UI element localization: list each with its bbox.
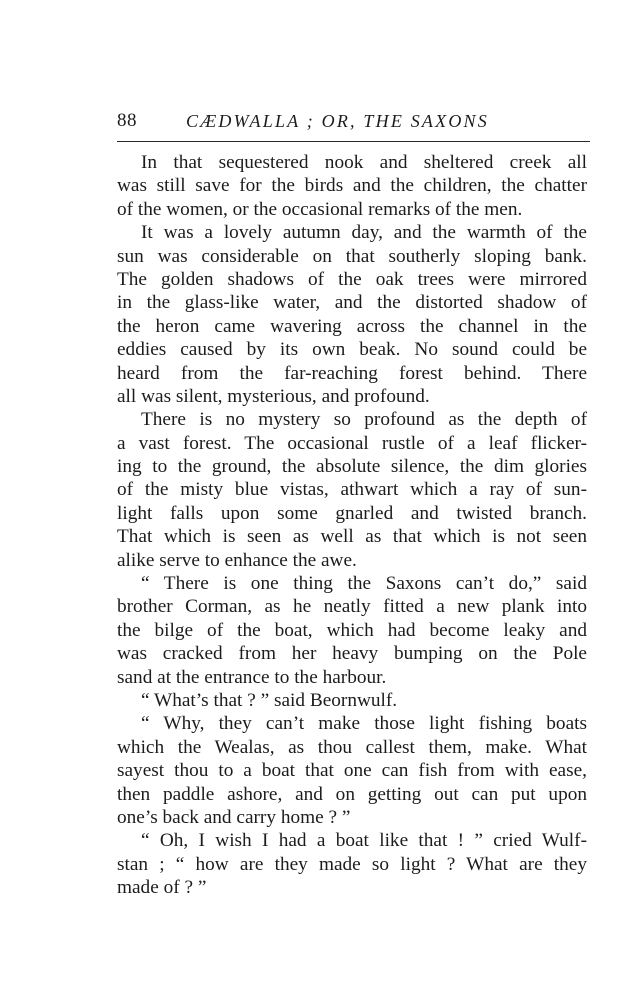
text-line: “ There is one thing the Saxons can’t do,” said xyxy=(141,573,587,595)
text-line: eddies caused by its own beak. No sound could be xyxy=(117,339,587,361)
text-line: sun was considerable on that southerly sloping bank. xyxy=(117,245,587,267)
text-line: stan ; “ how are they made so light ? What are they xyxy=(117,853,587,875)
text-line: all was silent, mysterious, and profound. xyxy=(117,385,430,407)
text-line: was cracked from her heavy bumping on the Pole xyxy=(117,643,587,665)
text-line: was still save for the birds and the children, the chatter xyxy=(117,175,587,197)
text-line: That which is seen as well as that which is not seen xyxy=(117,526,587,548)
text-line: In that sequestered nook and sheltered creek all xyxy=(141,152,587,173)
page-number: 88 xyxy=(117,110,137,131)
text-line: alike serve to enhance the awe. xyxy=(117,549,357,571)
text-line: one’s back and carry home ? ” xyxy=(117,806,351,828)
text-line: There is no mystery so profound as the depth of xyxy=(141,409,587,431)
text-line: brother Corman, as he neatly fitted a new plank into xyxy=(117,596,587,618)
text-line: the bilge of the boat, which had become leaky and xyxy=(117,619,587,641)
body-text xyxy=(117,151,587,900)
running-title: CÆDWALLA ; OR, THE SAXONS xyxy=(186,111,489,131)
text-line: “ Oh, I wish I had a boat like that ! ” cried Wulf- xyxy=(141,830,587,852)
text-line: a vast forest. The occasional rustle of a leaf flicker- xyxy=(117,432,587,454)
text-line: It was a lovely autumn day, and the warmth of the xyxy=(141,222,587,244)
text-line: sayest thou to a boat that one can fish from with ease, xyxy=(117,760,587,782)
text-line: The golden shadows of the oak trees were mirrored xyxy=(117,268,587,290)
text-line: in the glass-like water, and the distorted shadow of xyxy=(117,292,587,314)
text-line: of the women, or the occasional remarks of the men. xyxy=(117,198,523,220)
text-line: “ Why, they can’t make those light fishing boats xyxy=(141,713,587,735)
text-line: ing to the ground, the absolute silence, the dim glories xyxy=(117,456,587,478)
text-line: heard from the far-reaching forest behind. There xyxy=(117,362,587,384)
text-line: which the Wealas, as thou callest them, make. What xyxy=(117,736,587,758)
text-line: “ What’s that ? ” said Beornwulf. xyxy=(141,689,398,711)
page-header xyxy=(117,110,590,134)
text-line: made of ? ” xyxy=(117,877,207,899)
text-line: the heron came wavering across the channel in the xyxy=(117,315,587,337)
text-line: light falls upon some gnarled and twisted branch. xyxy=(117,502,587,524)
text-line: sand at the entrance to the harbour. xyxy=(117,666,387,688)
text-line: then paddle ashore, and on getting out can put upon xyxy=(117,783,587,805)
text-line: of the misty blue vistas, athwart which a ray of sun- xyxy=(117,479,587,501)
header-rule xyxy=(117,141,590,142)
